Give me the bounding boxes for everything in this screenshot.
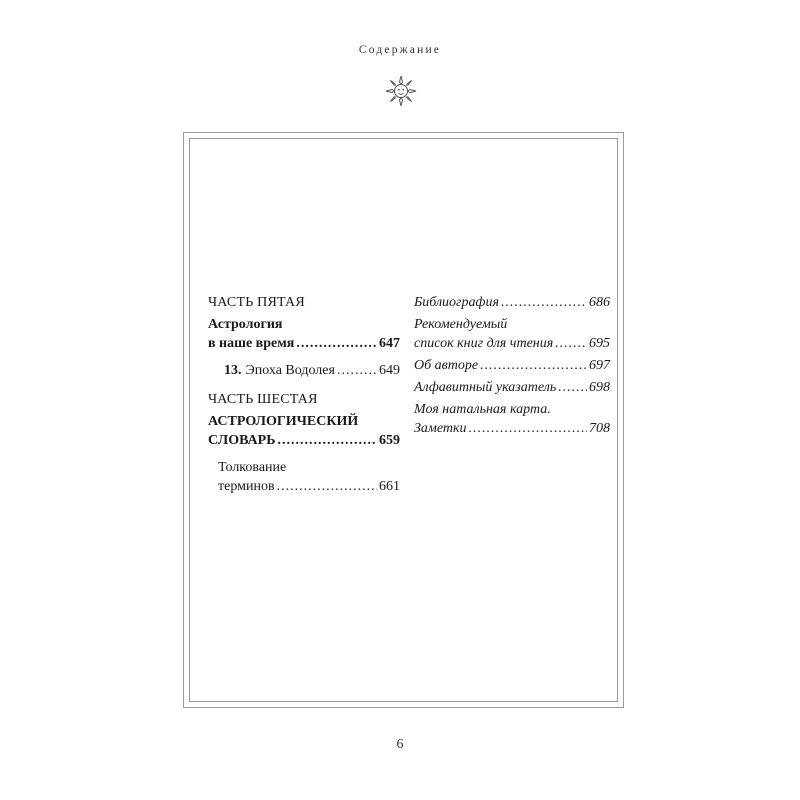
recommended-line1: Рекомендуемый bbox=[414, 317, 508, 332]
glossary-sub-entry[interactable] bbox=[208, 477, 400, 496]
part-five-title-line1: Астрология bbox=[208, 317, 283, 332]
about-author-page: 697 bbox=[589, 358, 610, 373]
chapter-page: 649 bbox=[379, 363, 400, 378]
index-page: 698 bbox=[589, 380, 610, 395]
part-five-label: ЧАСТЬ ПЯТАЯ bbox=[208, 295, 305, 310]
about-author-label: Об авторе bbox=[414, 358, 479, 373]
sun-face-icon bbox=[384, 74, 418, 108]
leader-dots bbox=[555, 334, 587, 353]
toc-left-column bbox=[208, 293, 400, 496]
recommended-line2: список книг для чтения bbox=[414, 336, 554, 351]
leader-dots bbox=[501, 293, 587, 312]
leader-dots bbox=[480, 356, 587, 375]
leader-dots bbox=[296, 334, 377, 353]
leader-dots bbox=[277, 431, 377, 450]
index-label: Алфавитный указатель bbox=[414, 380, 557, 395]
toc-right-column bbox=[414, 293, 610, 441]
part-six-page: 659 bbox=[379, 433, 400, 448]
leader-dots bbox=[558, 378, 587, 397]
part-six-entry[interactable] bbox=[208, 431, 400, 450]
part-six-title-line2: СЛОВАРЬ bbox=[208, 433, 276, 448]
bibliography-entry[interactable] bbox=[414, 293, 610, 312]
bibliography-label: Библиография bbox=[414, 295, 499, 310]
notes-line1: Моя натальная карта. bbox=[414, 402, 551, 417]
index-entry[interactable] bbox=[414, 378, 610, 397]
leader-dots bbox=[337, 361, 377, 380]
glossary-sub-line2: терминов bbox=[218, 479, 275, 494]
part-five-page: 647 bbox=[379, 336, 400, 351]
part-six-label: ЧАСТЬ ШЕСТАЯ bbox=[208, 392, 318, 407]
recommended-entry[interactable] bbox=[414, 334, 610, 353]
bibliography-page: 686 bbox=[589, 295, 610, 310]
leader-dots bbox=[469, 419, 587, 438]
chapter-title: Эпоха Водолея bbox=[245, 363, 335, 378]
glossary-sub-page: 661 bbox=[379, 479, 400, 494]
leader-dots bbox=[277, 477, 377, 496]
chapter-13-entry[interactable] bbox=[208, 361, 400, 380]
part-six-title-line1: АСТРОЛОГИЧЕСКИЙ bbox=[208, 414, 359, 429]
chapter-number: 13. bbox=[224, 363, 242, 378]
notes-line2: Заметки bbox=[414, 421, 467, 436]
part-five-title-line2: в наше время bbox=[208, 336, 295, 351]
page-number: 6 bbox=[396, 737, 404, 752]
notes-entry[interactable] bbox=[414, 419, 610, 438]
about-author-entry[interactable] bbox=[414, 356, 610, 375]
recommended-page: 695 bbox=[589, 336, 610, 351]
running-title: Содержание bbox=[358, 44, 442, 56]
glossary-sub-line1: Толкование bbox=[218, 460, 287, 475]
part-five-entry[interactable] bbox=[208, 334, 400, 353]
notes-page: 708 bbox=[589, 421, 610, 436]
